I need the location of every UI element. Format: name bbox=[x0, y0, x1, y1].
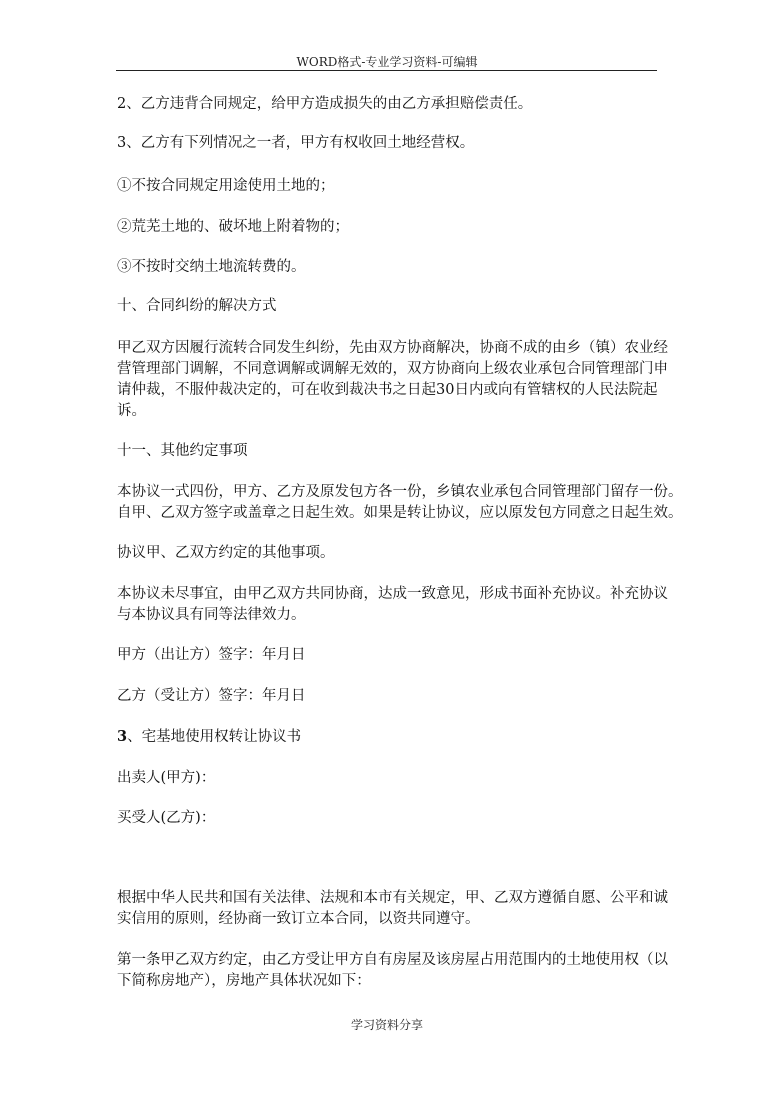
text-line: 诉。 bbox=[117, 403, 146, 419]
list-item-improper-use: ①不按合同规定用途使用土地的； bbox=[117, 178, 335, 194]
page-header: WORD格式-专业学习资料-可编辑 bbox=[296, 55, 478, 69]
text-line: 自甲、乙双方签字或盖章之日起生效。如果是转让协议，应以原发包方同意之日起生效。 bbox=[117, 505, 683, 521]
paragraph-other-matters: 协议甲、乙双方约定的其他事项。 bbox=[117, 545, 335, 561]
text-line: 根据中华人民共和国有关法律、法规和本市有关规定，甲、乙双方遵循自愿、公平和诚 bbox=[117, 890, 668, 906]
page-footer: 学习资料分享 bbox=[350, 1018, 423, 1032]
text-line: 营管理部门调解，不同意调解或调解无效的，双方协商向上级农业承包合同管理部门申 bbox=[117, 361, 668, 377]
seller-party-a: 出卖人(甲方)： bbox=[117, 770, 216, 786]
text-line: 与本协议具有同等法律效力。 bbox=[117, 607, 306, 623]
signature-line-party-a: 甲方（出让方）签字：年月日 bbox=[117, 647, 306, 663]
list-item-late-fee: ③不按时交纳土地流转费的。 bbox=[117, 259, 306, 275]
text-line: 第一条甲乙双方约定，由乙方受让甲方自有房屋及该房屋占用范围内的土地使用权（以 bbox=[117, 952, 668, 968]
text-line: 请仲裁，不服仲裁决定的，可在收到裁决书之日起30日内或向有管辖权的人民法院起 bbox=[117, 382, 658, 398]
document-title-homestead bbox=[117, 726, 662, 748]
text-line: 甲乙双方因履行流转合同发生纠纷，先由双方协商解决，协商不成的由乡（镇）农业经 bbox=[117, 340, 668, 356]
paragraph-reclaim-rights: 3、乙方有下列情况之一者，甲方有权收回土地经营权。 bbox=[117, 135, 475, 151]
header-divider bbox=[116, 70, 657, 71]
list-item-land-waste: ②荒芜土地的、破坏地上附着物的； bbox=[117, 219, 349, 235]
text-line: 实信用的原则，经协商一致订立本合同，以资共同遵守。 bbox=[117, 911, 480, 927]
buyer-party-b: 买受人(乙方)： bbox=[117, 810, 216, 826]
title-number: 3 bbox=[117, 728, 128, 745]
section-heading-dispute: 十、合同纠纷的解决方式 bbox=[117, 298, 277, 314]
paragraph-breach-liability: 2、乙方违背合同规定，给甲方造成损失的由乙方承担赔偿责任。 bbox=[117, 96, 533, 112]
title-text: 、宅基地使用权转让协议书 bbox=[127, 729, 302, 745]
text-line: 本协议一式四份，甲方、乙方及原发包方各一份，乡镇农业承包合同管理部门留存一份。 bbox=[117, 484, 683, 500]
section-heading-other-terms: 十一、其他约定事项 bbox=[117, 443, 248, 459]
text-line: 下简称房地产），房地产具体状况如下： bbox=[117, 973, 371, 989]
signature-line-party-b: 乙方（受让方）签字：年月日 bbox=[117, 688, 306, 704]
text-line: 本协议未尽事宜，由甲乙双方共同协商，达成一致意见，形成书面补充协议。补充协议 bbox=[117, 586, 668, 602]
